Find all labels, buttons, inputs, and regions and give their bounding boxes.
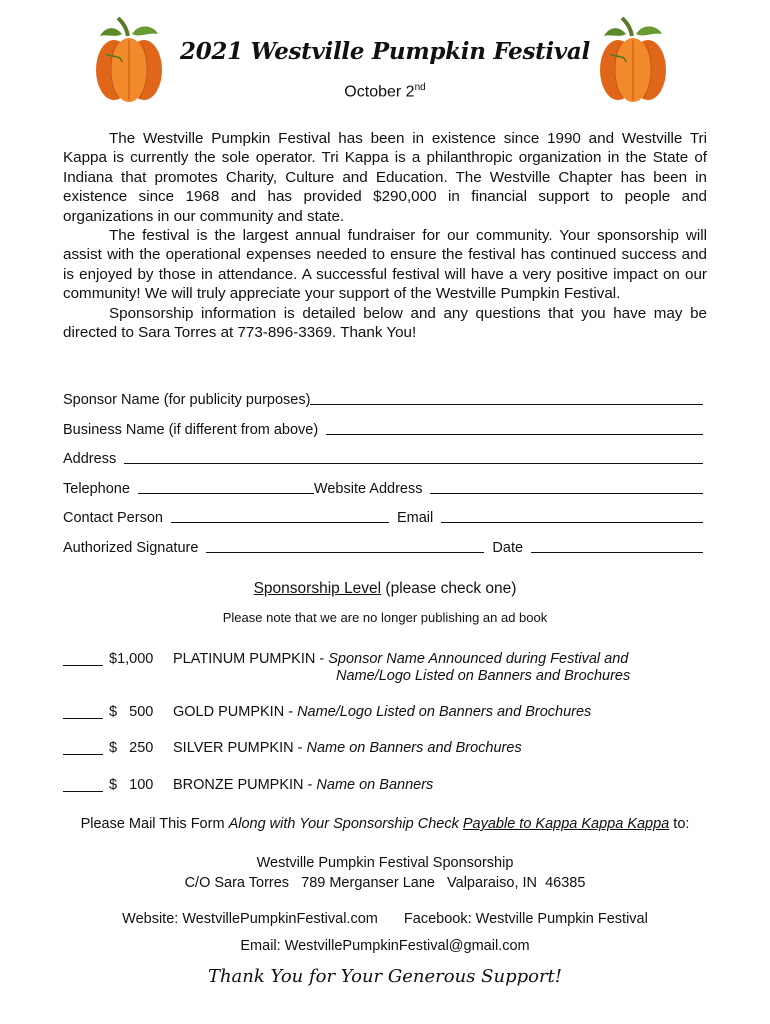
- contact-blank[interactable]: [171, 508, 389, 523]
- festival-date: October 2nd: [344, 82, 426, 101]
- signature-blank[interactable]: [206, 538, 484, 553]
- address-line-1: Westville Pumpkin Festival Sponsorship: [256, 855, 514, 871]
- telephone-website-row[interactable]: Telephone Website Address: [63, 479, 703, 497]
- email-blank[interactable]: [441, 508, 703, 523]
- website-blank[interactable]: [430, 479, 703, 494]
- sponsorship-level-heading: Sponsorship Level (please check one): [253, 580, 517, 597]
- contact-email-row[interactable]: Contact Person Email: [63, 508, 703, 526]
- page-title: 2021 Westville Pumpkin Festival: [180, 38, 590, 65]
- address-line-2: C/O Sara Torres 789 Merganser Lane Valparaiso, IN 46385: [184, 875, 586, 891]
- business-name-field[interactable]: Business Name (if different from above): [63, 420, 703, 438]
- paragraph-2: The festival is the largest annual fundraiser for our community. Your sponsorship will assist with the operational expenses needed to ensure the festival has continued success and is enjoyed by those in attendance. A successful festival will have a very positive impact on our community! We will truly appreciate your support of the Westville Pumpkin Festival.: [63, 227, 707, 303]
- tier-platinum-desc2: Name/Logo Listed on Banners and Brochures: [336, 668, 631, 684]
- tier-check-line[interactable]: [63, 651, 103, 666]
- web-facebook-line: [0, 911, 770, 927]
- ad-book-note: Please note that we are no longer publishing an ad book: [222, 610, 548, 625]
- tier-silver[interactable]: $ 250 SILVER PUMPKIN - Name on Banners and Brochures: [63, 740, 522, 756]
- telephone-blank[interactable]: [138, 479, 314, 494]
- website-text[interactable]: Website: WestvillePumpkinFestival.com: [122, 911, 378, 927]
- sponsor-name-field[interactable]: Sponsor Name (for publicity purposes): [63, 390, 703, 408]
- address-field[interactable]: Address: [63, 449, 703, 467]
- signature-date-row[interactable]: Authorized Signature Date: [63, 538, 703, 556]
- date-blank[interactable]: [531, 538, 703, 553]
- paragraph-1: The Westville Pumpkin Festival has been in existence since 1990 and Westville Tri Kappa is currently the sole operator. Tri Kappa is a philanthropic organization in the State of Indiana that promotes Charity, Culture and Education. The Westville Chapter has been in existence since 1968 and has provided $290,000 in financial support to people and organizations in our community and state.: [63, 130, 707, 225]
- tier-bronze[interactable]: $ 100 BRONZE PUMPKIN - Name on Banners: [63, 777, 433, 793]
- closing-thanks: Thank You for Your Generous Support!: [207, 966, 563, 987]
- email-text[interactable]: Email: WestvillePumpkinFestival@gmail.com: [240, 938, 530, 954]
- facebook-text[interactable]: Facebook: Westville Pumpkin Festival: [403, 911, 648, 927]
- mail-instructions: Please Mail This Form Along with Your Sponsorship Check Payable to Kappa Kappa Kappa to:: [80, 816, 690, 832]
- paragraph-3: Sponsorship information is detailed below and any questions that you have may be directed to Sara Torres at 773-896-3369. Thank You!: [63, 304, 707, 342]
- tier-gold[interactable]: $ 500 GOLD PUMPKIN - Name/Logo Listed on Banners and Brochures: [63, 704, 591, 720]
- tier-platinum[interactable]: $1,000 PLATINUM PUMPKIN - Sponsor Name Announced during Festival and: [63, 651, 628, 667]
- intro-text: [63, 129, 707, 342]
